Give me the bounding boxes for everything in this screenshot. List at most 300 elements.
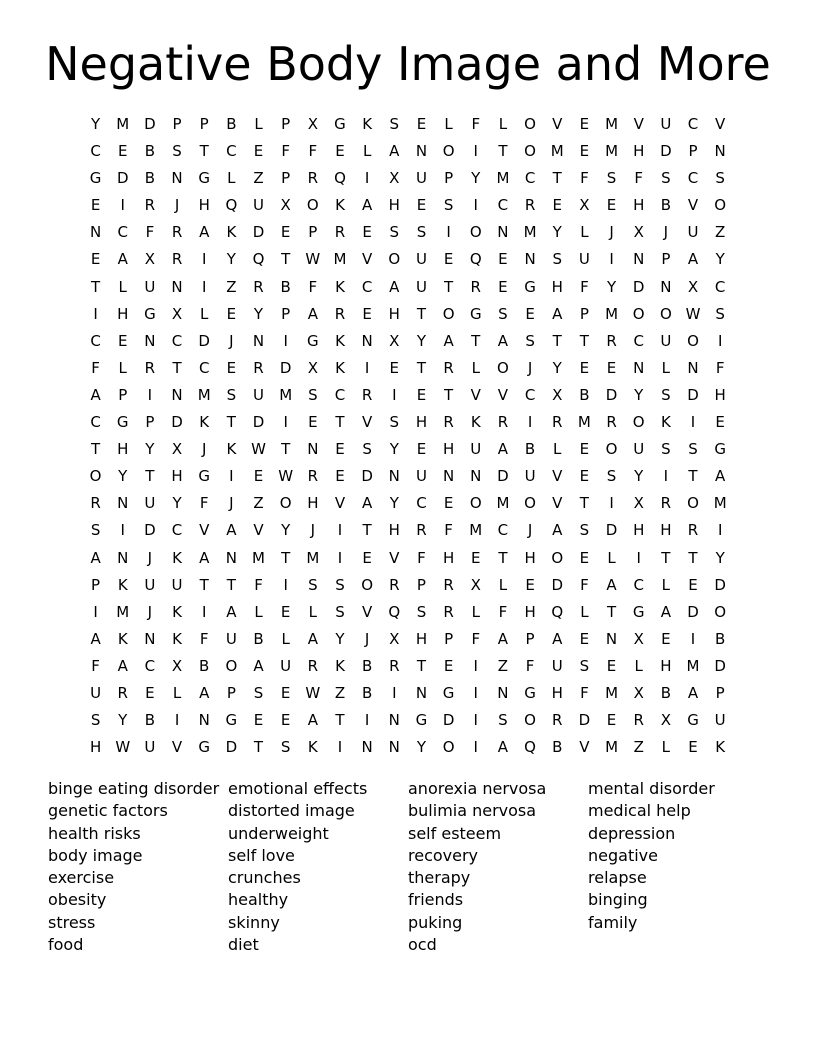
- grid-letter: G: [632, 602, 645, 621]
- grid-letter: U: [714, 711, 726, 730]
- grid-letter: B: [524, 440, 536, 459]
- grid-letter: E: [280, 223, 291, 242]
- grid-letter: Y: [715, 548, 725, 567]
- grid-letter: D: [551, 575, 564, 594]
- grid-letter: X: [633, 629, 644, 648]
- grid-letter: D: [660, 142, 672, 161]
- word-list-item: anorexia nervosa: [408, 779, 547, 798]
- grid-letter: I: [283, 575, 288, 594]
- grid-letter: E: [443, 494, 454, 513]
- grid-letter: K: [117, 629, 128, 648]
- grid-letter: L: [553, 440, 562, 459]
- grid-letter: V: [687, 196, 699, 215]
- grid-letter: A: [497, 331, 509, 350]
- grid-letter: I: [473, 711, 478, 730]
- grid-letter: X: [171, 440, 183, 459]
- grid-letter: S: [715, 169, 725, 188]
- word-list-item: skinny: [228, 912, 280, 932]
- grid-letter: G: [198, 467, 211, 486]
- grid-letter: E: [661, 629, 671, 648]
- grid-letter: S: [90, 711, 101, 730]
- grid-letter: A: [552, 304, 563, 323]
- grid-letter: T: [579, 331, 589, 350]
- grid-letter: I: [93, 602, 98, 621]
- grid-letter: V: [171, 738, 183, 757]
- grid-letter: B: [361, 683, 373, 702]
- grid-letter: G: [89, 169, 102, 188]
- grid-letter: Y: [118, 467, 128, 486]
- grid-letter: H: [415, 629, 428, 648]
- grid-letter: P: [525, 629, 535, 648]
- grid-letter: B: [660, 683, 671, 702]
- grid-letter: I: [609, 494, 614, 513]
- grid-letter: U: [144, 494, 156, 513]
- grid-letter: L: [471, 602, 480, 621]
- grid-letter: L: [634, 656, 643, 675]
- grid-letter: E: [498, 277, 508, 296]
- grid-letter: X: [633, 683, 644, 702]
- grid-letter: B: [660, 196, 671, 215]
- grid-letter: N: [225, 548, 237, 567]
- grid-letter: H: [633, 196, 645, 215]
- grid-letter: O: [89, 467, 102, 486]
- grid-letter: Q: [388, 602, 401, 621]
- grid-letter: N: [144, 629, 156, 648]
- grid-letter: H: [524, 548, 536, 567]
- grid-letter: M: [469, 521, 483, 540]
- grid-letter: L: [580, 223, 589, 242]
- grid-letter: N: [442, 467, 455, 486]
- word-list-item: binge eating disorder: [48, 779, 220, 798]
- grid-letter: F: [199, 629, 209, 648]
- grid-letter: A: [307, 629, 318, 648]
- grid-letter: D: [632, 277, 645, 296]
- grid-letter: X: [389, 169, 400, 188]
- grid-letter: D: [252, 413, 265, 432]
- grid-letter: P: [661, 250, 671, 269]
- grid-letter: R: [443, 575, 454, 594]
- grid-letter: K: [335, 656, 345, 675]
- grid-letter: S: [416, 602, 427, 621]
- grid-letter: O: [659, 304, 672, 323]
- grid-letter: P: [444, 629, 454, 648]
- word-column: [228, 778, 408, 956]
- grid-letter: O: [497, 358, 509, 377]
- grid-letter: I: [229, 467, 234, 486]
- word-list-item: medical help: [588, 801, 691, 821]
- grid-letter: I: [717, 331, 723, 350]
- grid-letter: R: [606, 331, 617, 350]
- grid-letter: M: [496, 494, 510, 513]
- grid-letter: R: [253, 277, 264, 296]
- grid-letter: L: [254, 602, 263, 621]
- grid-letter: I: [147, 385, 153, 404]
- word-list-item: bulimia nervosa: [408, 801, 537, 821]
- grid-letter: A: [307, 711, 318, 730]
- grid-letter: A: [389, 142, 400, 161]
- grid-letter: A: [199, 683, 210, 702]
- grid-letter: J: [527, 521, 533, 540]
- word-list-item: family: [588, 912, 638, 932]
- grid-letter: S: [308, 385, 318, 404]
- grid-letter: F: [417, 548, 426, 567]
- grid-letter: T: [90, 440, 101, 459]
- grid-letter: R: [90, 494, 101, 513]
- grid-letter: D: [144, 115, 156, 133]
- grid-letter: H: [388, 196, 400, 215]
- grid-letter: D: [171, 413, 183, 432]
- grid-letter: E: [335, 467, 345, 486]
- grid-letter: S: [661, 169, 671, 188]
- grid-letter: O: [714, 602, 727, 621]
- grid-letter: S: [606, 169, 617, 188]
- grid-letter: D: [687, 385, 699, 404]
- grid-letter: T: [688, 548, 698, 567]
- grid-letter: X: [144, 250, 156, 269]
- grid-letter: B: [199, 656, 210, 675]
- grid-letter: K: [117, 575, 128, 594]
- grid-letter: I: [93, 304, 98, 323]
- grid-letter: E: [688, 575, 698, 594]
- grid-letter: F: [580, 575, 589, 594]
- grid-letter: F: [281, 142, 290, 161]
- grid-letter: U: [144, 277, 156, 296]
- word-list-item: friends: [408, 890, 464, 910]
- grid-letter: M: [496, 169, 510, 188]
- grid-letter: N: [687, 358, 699, 377]
- grid-letter: M: [605, 304, 619, 323]
- grid-letter: A: [253, 656, 264, 675]
- grid-letter: A: [497, 629, 509, 648]
- grid-letter: C: [416, 494, 427, 513]
- grid-letter: D: [714, 656, 726, 675]
- grid-letter: M: [116, 115, 130, 133]
- grid-letter: E: [579, 440, 590, 459]
- grid-letter: V: [633, 115, 644, 133]
- grid-letter: C: [714, 277, 726, 296]
- grid-letter: R: [171, 250, 183, 269]
- grid-letter: O: [551, 548, 564, 567]
- grid-letter: G: [469, 304, 482, 323]
- grid-letter: K: [226, 440, 237, 459]
- grid-letter: J: [229, 331, 234, 350]
- grid-letter: S: [579, 521, 590, 540]
- word-list-item: puking: [408, 912, 463, 932]
- word-list-item: negative: [588, 845, 658, 865]
- grid-letter: G: [442, 683, 455, 702]
- grid-letter: D: [116, 169, 129, 188]
- grid-letter: E: [416, 115, 427, 133]
- grid-letter: F: [525, 656, 535, 675]
- grid-letter: C: [171, 521, 183, 540]
- grid-letter: G: [198, 738, 211, 757]
- grid-letter: K: [172, 629, 182, 648]
- grid-letter: G: [198, 169, 211, 188]
- word-list-item: stress: [48, 912, 96, 932]
- word-list-item: therapy: [408, 868, 471, 888]
- grid-letter: F: [634, 169, 644, 188]
- grid-letter: F: [308, 142, 318, 161]
- grid-letter: U: [470, 440, 482, 459]
- grid-letter: I: [527, 413, 533, 432]
- grid-letter: Y: [172, 494, 182, 513]
- grid-letter: V: [334, 494, 346, 513]
- grid-letter: E: [253, 467, 264, 486]
- grid-letter: E: [606, 711, 617, 730]
- grid-letter: V: [362, 413, 373, 432]
- grid-letter: Y: [715, 250, 725, 269]
- grid-letter: R: [334, 304, 346, 323]
- grid-letter: A: [90, 385, 101, 404]
- word-list-item: genetic factors: [48, 801, 168, 821]
- grid-letter: M: [713, 494, 727, 513]
- grid-letter: L: [227, 169, 236, 188]
- grid-letter: X: [389, 629, 400, 648]
- grid-letter: F: [199, 494, 209, 513]
- grid-letter: G: [524, 683, 536, 702]
- grid-letter: O: [524, 142, 536, 161]
- grid-letter: E: [416, 440, 427, 459]
- grid-letter: H: [660, 521, 672, 540]
- grid-letter: A: [552, 521, 563, 540]
- grid-letter: E: [90, 196, 101, 215]
- grid-letter: V: [715, 115, 726, 133]
- grid-letter: P: [226, 683, 236, 702]
- grid-letter: M: [605, 738, 619, 757]
- grid-letter: L: [254, 115, 263, 133]
- grid-letter: X: [171, 304, 183, 323]
- grid-letter: O: [632, 413, 645, 432]
- word-column: [48, 778, 228, 956]
- grid-letter: E: [443, 250, 454, 269]
- grid-letter: M: [605, 683, 619, 702]
- grid-letter: E: [579, 629, 590, 648]
- grid-letter: S: [389, 115, 400, 133]
- grid-letter: M: [686, 656, 700, 675]
- grid-letter: Y: [416, 331, 427, 350]
- grid-letter: I: [717, 521, 723, 540]
- grid-letter: E: [498, 250, 508, 269]
- grid-letter: I: [473, 142, 478, 161]
- grid-letter: T: [90, 277, 101, 296]
- grid-letter: K: [470, 413, 481, 432]
- grid-letter: C: [524, 385, 536, 404]
- grid-letter: G: [307, 331, 319, 350]
- grid-letter: B: [552, 738, 563, 757]
- grid-letter: A: [497, 440, 509, 459]
- grid-letter: R: [443, 358, 454, 377]
- grid-letter: S: [498, 711, 508, 730]
- grid-letter: D: [578, 711, 591, 730]
- word-list-item: body image: [48, 845, 143, 865]
- grid-letter: R: [470, 277, 481, 296]
- grid-letter: T: [362, 521, 372, 540]
- grid-letter: T: [498, 548, 508, 567]
- grid-letter: G: [225, 711, 238, 730]
- grid-letter: R: [307, 169, 319, 188]
- word-list-item: exercise: [48, 868, 115, 888]
- grid-letter: J: [310, 521, 316, 540]
- grid-letter: O: [632, 304, 645, 323]
- grid-letter: A: [552, 629, 563, 648]
- grid-letter: B: [715, 629, 726, 648]
- grid-letter: X: [579, 196, 590, 215]
- grid-letter: U: [144, 575, 156, 594]
- grid-letter: E: [253, 711, 264, 730]
- grid-letter: Z: [226, 277, 237, 296]
- grid-letter: X: [470, 575, 481, 594]
- grid-letter: F: [91, 358, 100, 377]
- grid-letter: I: [337, 521, 343, 540]
- word-list-item: binging: [588, 890, 648, 910]
- grid-letter: J: [147, 548, 153, 567]
- grid-letter: M: [605, 142, 619, 161]
- grid-letter: M: [333, 250, 347, 269]
- grid-letter: A: [117, 250, 128, 269]
- grid-letter: D: [497, 467, 509, 486]
- grid-letter: E: [280, 683, 291, 702]
- grid-letter: Y: [552, 223, 562, 242]
- grid-letter: D: [442, 711, 455, 730]
- grid-letter: E: [579, 115, 590, 133]
- grid-letter: O: [361, 575, 374, 594]
- grid-letter: R: [144, 196, 156, 215]
- grid-letter: Q: [225, 196, 238, 215]
- grid-letter: N: [660, 277, 672, 296]
- grid-letter: K: [226, 223, 237, 242]
- grid-letter: K: [335, 277, 345, 296]
- grid-letter: T: [226, 413, 236, 432]
- grid-letter: R: [389, 656, 400, 675]
- grid-letter: I: [636, 548, 641, 567]
- grid-letter: V: [199, 521, 210, 540]
- grid-letter: S: [498, 304, 508, 323]
- grid-letter: E: [579, 358, 590, 377]
- grid-letter: P: [579, 304, 589, 323]
- grid-letter: Z: [633, 738, 644, 757]
- grid-letter: E: [606, 358, 617, 377]
- grid-letter: A: [362, 494, 373, 513]
- word-list-item: healthy: [228, 890, 289, 910]
- grid-letter: R: [117, 683, 128, 702]
- grid-letter: C: [633, 331, 644, 350]
- grid-letter: I: [283, 331, 288, 350]
- grid-letter: Y: [335, 629, 345, 648]
- grid-letter: N: [171, 277, 183, 296]
- grid-letter: J: [201, 440, 207, 459]
- grid-letter: T: [688, 467, 698, 486]
- grid-letter: N: [117, 548, 129, 567]
- grid-letter: I: [120, 521, 125, 540]
- grid-letter: Q: [252, 250, 265, 269]
- grid-letter: O: [687, 494, 699, 513]
- grid-letter: I: [201, 250, 207, 269]
- grid-letter: G: [116, 413, 129, 432]
- grid-letter: H: [442, 440, 455, 459]
- word-column: [408, 778, 588, 956]
- grid-letter: W: [251, 440, 266, 459]
- grid-letter: C: [90, 331, 101, 350]
- grid-letter: L: [661, 358, 671, 377]
- word-list-item: relapse: [588, 868, 647, 888]
- grid-letter: N: [633, 358, 645, 377]
- word-list-item: crunches: [228, 868, 301, 888]
- grid-letter: E: [416, 385, 427, 404]
- word-list-item: health risks: [48, 823, 141, 843]
- grid-letter: O: [524, 494, 536, 513]
- grid-letter: M: [306, 548, 320, 567]
- grid-letter: H: [89, 738, 102, 757]
- grid-letter: I: [364, 358, 370, 377]
- grid-letter: U: [225, 629, 237, 648]
- grid-letter: Y: [281, 521, 291, 540]
- grid-letter: U: [633, 440, 645, 459]
- grid-letter: D: [279, 358, 292, 377]
- grid-letter: H: [633, 142, 645, 161]
- grid-letter: M: [252, 548, 265, 567]
- grid-letter: V: [552, 494, 563, 513]
- grid-letter: R: [361, 385, 373, 404]
- grid-letter: H: [524, 602, 536, 621]
- grid-letter: L: [607, 548, 616, 567]
- grid-letter: A: [687, 250, 699, 269]
- grid-letter: Y: [118, 711, 128, 730]
- grid-letter: I: [392, 683, 397, 702]
- grid-letter: E: [715, 413, 725, 432]
- grid-letter: I: [663, 467, 669, 486]
- grid-letter: Y: [253, 304, 264, 323]
- grid-letter: F: [471, 629, 481, 648]
- grid-letter: H: [117, 440, 129, 459]
- grid-letter: U: [144, 738, 156, 757]
- grid-letter: H: [660, 656, 672, 675]
- grid-letter: K: [362, 115, 373, 133]
- grid-letter: S: [389, 223, 400, 242]
- grid-letter: K: [335, 331, 345, 350]
- grid-letter: S: [416, 223, 427, 242]
- grid-letter: T: [416, 304, 427, 323]
- grid-letter: N: [252, 331, 265, 350]
- grid-letter: D: [361, 467, 373, 486]
- puzzle-title: Negative Body Image and More: [45, 37, 771, 91]
- grid-letter: L: [172, 683, 182, 702]
- grid-letter: Y: [90, 115, 101, 133]
- grid-letter: T: [172, 358, 182, 377]
- grid-letter: L: [200, 304, 209, 323]
- grid-letter: T: [281, 440, 291, 459]
- grid-letter: A: [389, 277, 400, 296]
- grid-letter: O: [442, 304, 455, 323]
- grid-letter: N: [89, 223, 102, 242]
- grid-letter: Y: [606, 277, 617, 296]
- grid-letter: T: [606, 602, 617, 621]
- grid-letter: D: [687, 602, 699, 621]
- grid-letter: H: [415, 413, 428, 432]
- grid-letter: O: [442, 738, 455, 757]
- grid-letter: P: [199, 115, 209, 133]
- grid-letter: O: [605, 440, 618, 459]
- grid-letter: J: [174, 196, 180, 215]
- grid-letter: P: [416, 575, 426, 594]
- grid-letter: S: [443, 196, 454, 215]
- grid-letter: E: [280, 711, 291, 730]
- grid-letter: H: [551, 683, 563, 702]
- grid-letter: R: [497, 413, 509, 432]
- grid-letter: S: [389, 413, 400, 432]
- grid-letter: R: [144, 358, 156, 377]
- grid-letter: J: [364, 629, 370, 648]
- grid-letter: X: [633, 223, 644, 242]
